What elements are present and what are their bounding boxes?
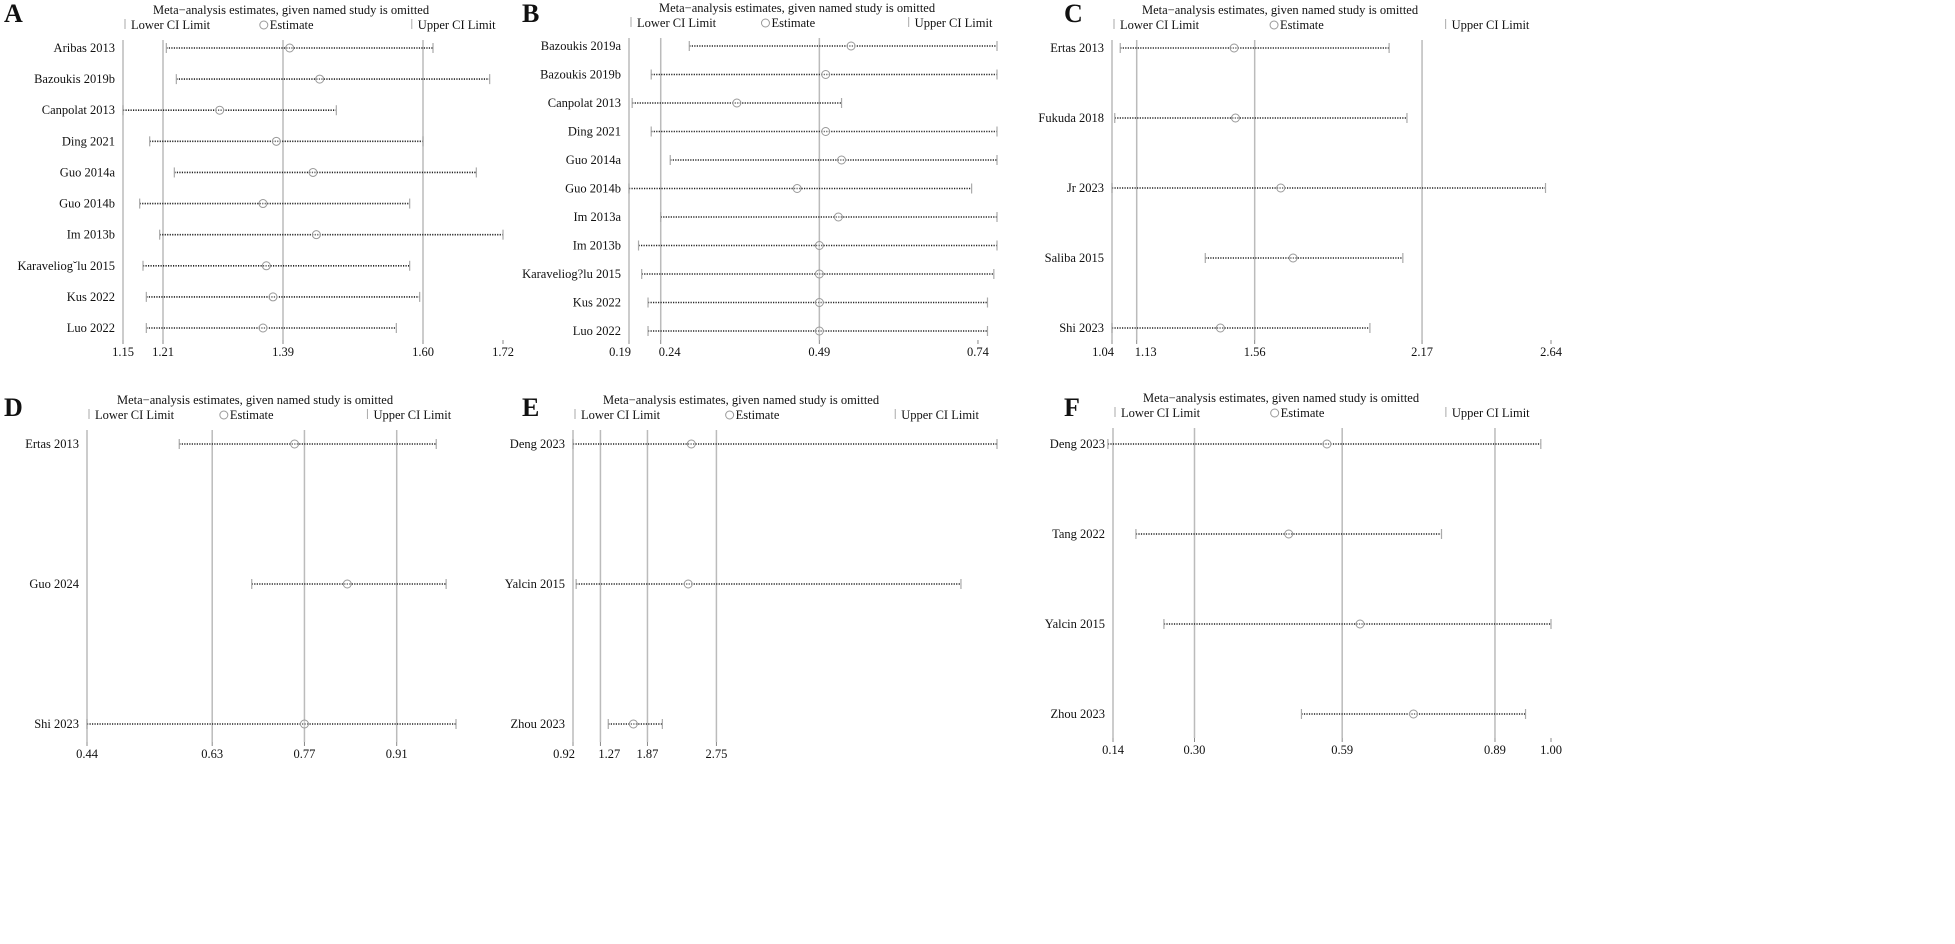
study-row	[566, 153, 997, 167]
study-label: Guo 2014b	[59, 196, 115, 211]
estimate-point	[272, 137, 280, 145]
legend-upper-ci: Upper CI Limit	[1451, 18, 1530, 32]
study-row	[29, 577, 446, 591]
study-row	[1050, 41, 1389, 55]
study-label: Bazoukis 2019b	[34, 72, 115, 87]
study-row	[510, 437, 997, 451]
estimate-point	[815, 299, 823, 307]
legend-estimate: Estimate	[269, 18, 314, 32]
study-label: Ertas 2013	[1050, 41, 1104, 55]
study-label: Canpolat 2013	[41, 103, 115, 118]
panel-a	[4, 0, 514, 359]
legend-estimate: Estimate	[1280, 18, 1324, 32]
legend-upper-ci: Upper CI Limit	[417, 18, 496, 32]
study-label: Deng 2023	[1049, 437, 1105, 451]
x-tick-label: 1.27	[598, 747, 621, 761]
study-row	[59, 197, 410, 211]
estimate-point	[1289, 254, 1297, 262]
study-label: Zhou 2023	[510, 717, 565, 731]
panel-letter: F	[1064, 393, 1080, 422]
estimate-point	[309, 168, 317, 176]
x-tick-label: 2.17	[1411, 345, 1433, 359]
study-row	[54, 41, 433, 55]
study-label: Im 2013b	[66, 227, 115, 242]
study-label: Guo 2014b	[565, 181, 621, 196]
study-row	[17, 259, 409, 273]
estimate-point	[1231, 114, 1239, 122]
panel-d	[4, 393, 456, 761]
study-row	[522, 267, 994, 281]
chart-title: Meta−analysis estimates, given named study is omitted	[659, 1, 936, 15]
legend-lower-ci: Lower CI Limit	[581, 408, 661, 422]
panel-letter: D	[4, 393, 23, 422]
estimate-point	[847, 42, 855, 50]
study-row	[1052, 527, 1441, 541]
x-tick-label: 1.13	[1134, 345, 1157, 359]
estimate-point	[1216, 324, 1224, 332]
study-row	[1067, 181, 1546, 195]
estimate-point	[822, 128, 830, 136]
estimate-point	[838, 156, 846, 164]
x-tick-label: 0.89	[1484, 743, 1506, 757]
study-row	[573, 239, 997, 253]
estimate-point	[259, 200, 267, 208]
legend-estimate: Estimate	[229, 408, 274, 422]
study-row	[67, 290, 420, 304]
study-label: Yalcin 2015	[504, 577, 565, 591]
panel-c	[1038, 0, 1562, 359]
estimate-point	[312, 231, 320, 239]
estimate-point	[793, 185, 801, 193]
x-tick-label: 0.14	[1102, 743, 1124, 757]
estimate-point	[1277, 184, 1285, 192]
study-label: Ding 2021	[567, 124, 621, 139]
study-row	[1045, 617, 1551, 631]
estimate-point	[629, 720, 637, 728]
legend-estimate-marker	[1271, 409, 1279, 417]
x-tick-label: 0.49	[808, 345, 831, 359]
estimate-point	[269, 293, 277, 301]
estimate-point	[822, 71, 830, 79]
x-tick-label: 1.56	[1243, 345, 1266, 359]
study-label: Fukuda 2018	[1038, 111, 1104, 125]
legend-estimate-marker	[761, 19, 769, 27]
x-tick-label: 0.59	[1331, 743, 1354, 757]
x-tick-label: 0.19	[609, 345, 631, 359]
x-tick-label: 1.15	[112, 345, 134, 359]
legend-estimate-marker	[726, 411, 734, 419]
legend-estimate-marker	[1270, 21, 1278, 29]
chart-title: Meta−analysis estimates, given named study is omitted	[1142, 3, 1419, 17]
study-row	[573, 210, 997, 224]
study-row	[573, 296, 988, 310]
estimate-point	[733, 99, 741, 107]
chart-title: Meta−analysis estimates, given named study is omitted	[153, 3, 430, 17]
study-row	[568, 125, 997, 139]
x-tick-label: 2.75	[705, 747, 728, 761]
legend-lower-ci: Lower CI Limit	[95, 408, 175, 422]
estimate-point	[259, 324, 267, 332]
x-tick-label: 1.87	[636, 747, 659, 761]
x-tick-label: 0.91	[385, 747, 408, 761]
x-tick-label: 1.72	[492, 345, 514, 359]
study-row	[540, 68, 997, 82]
legend-lower-ci: Lower CI Limit	[131, 18, 211, 32]
study-row	[34, 717, 456, 731]
study-label: Ertas 2013	[25, 437, 79, 451]
estimate-point	[815, 327, 823, 335]
study-label: Luo 2022	[66, 321, 115, 335]
estimate-point	[1323, 440, 1331, 448]
study-row	[67, 321, 397, 335]
study-row	[548, 96, 842, 110]
x-tick-label: 0.63	[201, 747, 224, 761]
estimate-point	[316, 75, 324, 83]
estimate-point	[262, 262, 270, 270]
panel-letter: C	[1064, 0, 1083, 28]
study-row	[541, 39, 997, 53]
study-row	[34, 72, 490, 86]
legend-lower-ci: Lower CI Limit	[637, 16, 717, 30]
x-tick-label: 1.60	[412, 345, 434, 359]
panel-e	[505, 393, 997, 761]
legend-estimate: Estimate	[1280, 406, 1325, 420]
chart-title: Meta−analysis estimates, given named study is omitted	[1143, 391, 1420, 405]
x-tick-label: 1.39	[272, 345, 294, 359]
estimate-point	[291, 440, 299, 448]
legend-estimate-marker	[220, 411, 228, 419]
estimate-point	[1356, 620, 1364, 628]
study-label: Im 2013b	[572, 238, 621, 253]
study-label: Kus 2022	[572, 295, 621, 310]
x-tick-label: 0.44	[76, 747, 98, 761]
study-label: Shi 2023	[34, 717, 79, 731]
legend-estimate: Estimate	[735, 408, 780, 422]
estimate-point	[687, 440, 695, 448]
panel-letter: B	[522, 0, 540, 28]
x-tick-label: 0.30	[1183, 743, 1206, 757]
study-row	[1038, 111, 1407, 125]
study-label: Karaveliog?lu 2015	[522, 267, 621, 281]
panel-f	[1045, 391, 1562, 757]
legend-upper-ci: Upper CI Limit	[373, 408, 452, 422]
panel-b	[522, 0, 997, 359]
legend-estimate: Estimate	[771, 16, 816, 30]
study-row	[565, 182, 972, 196]
chart-title: Meta−analysis estimates, given named study is omitted	[603, 393, 880, 407]
study-row	[1059, 321, 1370, 335]
x-tick-label: 0.77	[293, 747, 316, 761]
estimate-point	[815, 242, 823, 250]
estimate-point	[834, 213, 842, 221]
legend-estimate-marker	[260, 21, 268, 29]
study-row	[62, 134, 423, 148]
estimate-point	[286, 44, 294, 52]
study-row	[1050, 437, 1541, 451]
estimate-point	[1409, 710, 1417, 718]
legend-upper-ci: Upper CI Limit	[1451, 406, 1530, 420]
study-row	[510, 717, 662, 731]
estimate-point	[1230, 44, 1238, 52]
estimate-point	[684, 580, 692, 588]
legend-lower-ci: Lower CI Limit	[1121, 406, 1201, 420]
study-label: Ding 2021	[61, 134, 115, 149]
study-label: Im 2013a	[573, 210, 621, 224]
legend-upper-ci: Upper CI Limit	[901, 408, 980, 422]
study-label: Kus 2022	[66, 289, 115, 304]
x-tick-label: 0.92	[553, 747, 575, 761]
study-label: Zhou 2023	[1050, 707, 1105, 721]
study-row	[573, 324, 988, 338]
study-label: Bazoukis 2019a	[540, 39, 621, 53]
x-tick-label: 0.24	[658, 345, 681, 359]
study-label: Guo 2024	[29, 577, 79, 591]
estimate-point	[815, 270, 823, 278]
study-label: Jr 2023	[1066, 181, 1104, 195]
study-label: Tang 2022	[1052, 527, 1105, 541]
estimate-point	[1285, 530, 1293, 538]
panel-letter: E	[522, 393, 540, 422]
study-label: Yalcin 2015	[1044, 617, 1105, 631]
estimate-point	[216, 106, 224, 114]
study-label: Shi 2023	[1059, 321, 1104, 335]
legend-lower-ci: Lower CI Limit	[1120, 18, 1200, 32]
chart-title: Meta−analysis estimates, given named study is omitted	[117, 393, 394, 407]
x-tick-label: 1.21	[152, 345, 174, 359]
study-row	[1050, 707, 1525, 721]
legend-upper-ci: Upper CI Limit	[914, 16, 993, 30]
study-label: Deng 2023	[509, 437, 565, 451]
study-row	[67, 228, 503, 242]
panel-letter: A	[4, 0, 23, 28]
study-label: Aribas 2013	[53, 41, 115, 55]
x-tick-label: 0.74	[967, 345, 989, 359]
estimate-point	[343, 580, 351, 588]
study-row	[42, 103, 337, 117]
study-label: Canpolat 2013	[547, 96, 621, 110]
x-tick-label: 1.04	[1092, 345, 1114, 359]
study-row	[1045, 251, 1403, 265]
study-label: Guo 2014a	[565, 153, 621, 167]
estimate-point	[300, 720, 308, 728]
study-label: Luo 2022	[572, 324, 621, 338]
x-tick-label: 1.00	[1540, 743, 1562, 757]
study-label: Bazoukis 2019b	[540, 67, 621, 82]
x-tick-label: 2.64	[1540, 345, 1562, 359]
study-label: Guo 2014a	[59, 165, 115, 180]
study-label: Karaveliog˘lu 2015	[17, 258, 115, 273]
study-label: Saliba 2015	[1044, 251, 1104, 265]
